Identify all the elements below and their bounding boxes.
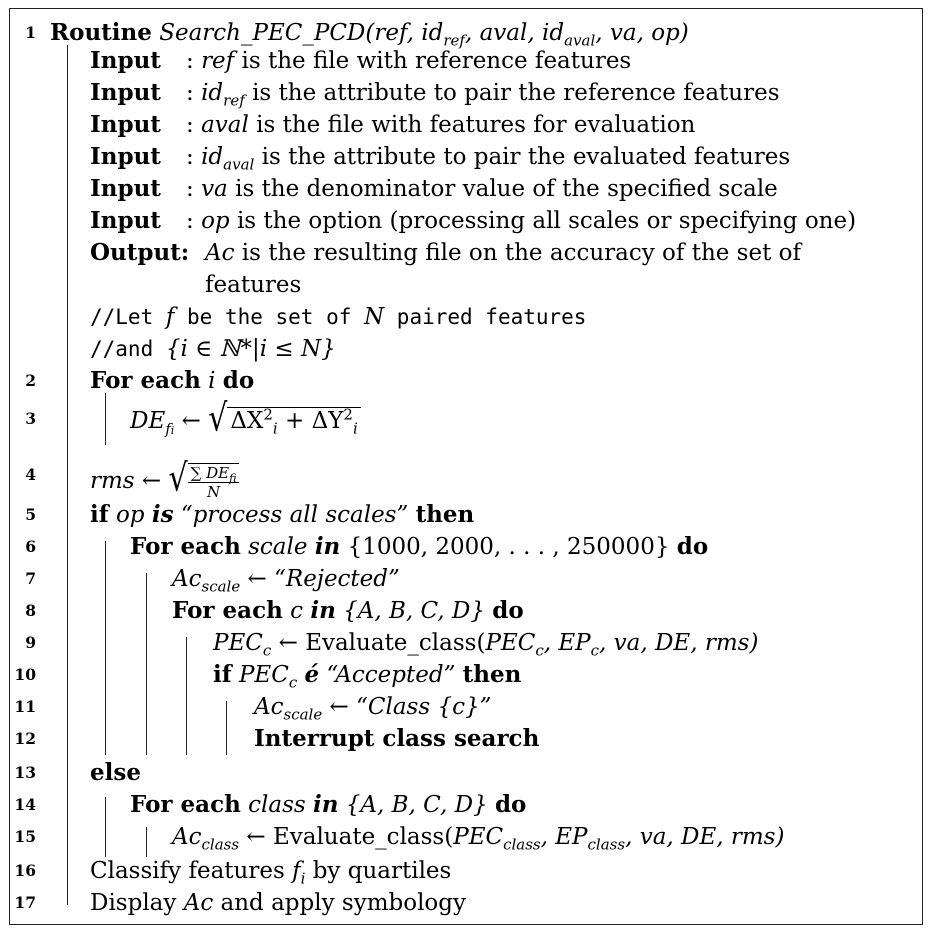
string-literal: “process all scales” [180,502,409,528]
math-var: PEC [213,630,263,656]
keyword-in: in [310,597,336,624]
math-var: Ac [172,824,202,850]
math-var: Ac [172,566,202,592]
statement-text: by quartiles [305,858,452,884]
line-5 [10,499,924,531]
output-desc: is the resulting file on the accuracy of the set of [234,240,802,266]
routine-name: Search_PEC_PCD [159,20,366,46]
keyword-if: if [213,661,232,688]
input-label: Input [90,47,161,74]
input-sub: ref [223,91,245,110]
routine-signature: (ref, id [365,20,444,46]
keyword-do: do [676,533,709,560]
set-literal: {A, B, C, D} [343,598,485,624]
input-var: op [201,208,230,234]
input-line [10,45,924,77]
fraction: $\frac{\sum DE_{fi}}{N}$ [188,463,240,501]
keyword-in: in [313,791,339,818]
input-line [10,141,924,173]
input-desc: is the attribute to pair the reference features [244,80,780,106]
comment-text: paired features [384,305,587,329]
loop-var: scale [248,534,308,560]
assign-arrow: ← [329,694,349,720]
output-label: Output: [90,239,190,266]
sep: : [186,144,202,170]
math-sub: scale [283,705,323,724]
line-number: 8 [25,601,36,620]
input-line [10,109,924,141]
algorithm-box [9,8,923,925]
sqrt-symbol: √ [168,456,188,501]
line-15 [10,821,924,853]
math-sub: class [587,835,626,854]
arg: , EP [540,824,588,850]
math-var: Ac [183,890,214,916]
keyword-is: is [151,501,174,528]
input-line [10,173,924,205]
function-name: Evaluate_class( [272,824,454,850]
line-8 [10,595,924,627]
statement-text: Classify features [90,858,293,884]
keyword-for-each: For each [130,533,241,560]
math-sub: class [201,835,240,854]
math-sub: c [288,673,298,692]
keyword-then: then [462,661,522,688]
comment-text: //Let [90,305,166,329]
output-desc-cont: features [205,272,302,298]
routine-signature: , aval, id [464,20,565,46]
comment-text: //and [90,337,166,361]
keyword-if: if [90,501,109,528]
input-desc: is the file with reference features [234,48,632,74]
keyword-do: do [222,367,255,394]
keyword-else: else [90,759,141,786]
routine-signature: , va, op) [595,20,689,46]
math-sub: c [535,641,544,660]
line-3 [10,396,924,441]
math-sub: fi [165,419,175,438]
keyword-e: é [304,661,320,688]
input-var: id [201,80,224,106]
loop-var: c [290,598,304,624]
math-var: f [292,858,301,884]
keyword-in: in [314,533,341,560]
line-number: 9 [25,633,36,652]
input-label: Input [90,207,161,234]
line-11 [10,691,924,723]
arg: , EP [543,630,591,656]
line-number: 6 [25,537,36,556]
sep: : [186,176,202,202]
sep: : [186,112,202,138]
line-number: 5 [25,505,36,524]
line-13 [10,757,924,789]
sep: : [186,80,202,106]
input-var: va [201,176,228,202]
sep: : [186,208,202,234]
arg: , va, DE, rms) [599,630,759,656]
line-number: 1 [25,23,36,42]
input-label: Input [90,175,161,202]
line-16 [10,855,924,887]
input-var: id [201,144,224,170]
line-number: 17 [14,893,36,912]
sep: : [186,48,202,74]
math-sub: c [590,641,600,660]
math-sub: scale [201,577,241,596]
line-14 [10,789,924,821]
line-number: 14 [14,795,36,814]
input-label: Input [90,143,161,170]
line-number: 12 [14,729,36,748]
input-desc: is the option (processing all scales or specifying one) [229,208,857,234]
comment-var: f [165,304,175,330]
sig-sub: aval [564,31,596,50]
input-line [10,77,924,109]
output-line [10,237,924,269]
line-10 [10,659,924,691]
input-sub: aval [223,155,255,174]
line-6 [10,531,924,563]
math-var: op [115,502,145,528]
input-var: aval [201,112,249,138]
arg: , va, DE, rms) [625,824,785,850]
math-var: DE [130,408,166,434]
comment-line-2 [10,333,924,365]
line-12 [10,723,924,755]
interrupt-statement: Interrupt class search [254,725,540,752]
keyword-do: do [494,791,527,818]
comment-text: be the set of [174,305,365,329]
sqrt-symbol: √ [208,396,228,441]
input-label: Input [90,111,161,138]
math-sub: i [300,869,306,888]
line-number: 16 [14,861,36,880]
line-2 [10,365,924,397]
comment-line-1 [10,301,924,333]
input-desc: is the file with features for evaluation [248,112,696,138]
line-number: 7 [25,569,36,588]
line-number: 13 [14,763,36,782]
statement-text: Display [90,890,184,916]
keyword-then: then [415,501,475,528]
arg: PEC [485,630,536,656]
string-literal: “Rejected” [274,566,400,592]
line-number: 11 [14,697,36,716]
sig-sub: ref [443,31,465,50]
math-sub: c [262,641,272,660]
keyword-for-each: For each [172,597,283,624]
assign-arrow: ← [181,408,201,434]
sqrt-body: $\Delta X^2_i + \Delta Y^2_i$ [227,407,360,434]
line-number: 4 [25,465,36,484]
assign-arrow: ← [141,468,162,494]
math-var: Ac [254,694,284,720]
set-literal: {1000, 2000, . . . , 250000} [347,534,670,560]
comment-math: {i ∈ ℕ*|i ≤ N} [165,336,336,362]
output-var: Ac [205,240,235,266]
line-number: 10 [14,665,36,684]
input-desc: is the attribute to pair the evaluated features [254,144,791,170]
string-literal: “Class {c}” [356,694,492,720]
input-line [10,205,924,237]
arg: PEC [453,824,504,850]
output-line-cont [10,269,924,301]
keyword-for-each: For each [130,791,241,818]
line-number: 3 [25,409,36,428]
line-4 [10,456,924,501]
assign-arrow: ← [278,630,298,656]
function-name: Evaluate_class( [305,630,486,656]
assign-arrow: ← [247,566,267,592]
set-literal: {A, B, C, D} [345,792,488,818]
line-17 [10,887,924,919]
math-var: PEC [238,662,289,688]
line-9 [10,627,924,659]
statement-text: and apply symbology [213,890,466,916]
input-var: ref [201,48,235,74]
loop-var: class [248,792,306,818]
line-number: 15 [14,827,36,846]
loop-var: i [208,368,216,394]
string-literal: “Accepted” [326,662,456,688]
input-desc: is the denominator value of the specified scale [227,176,778,202]
line-number: 2 [25,371,36,390]
math-sub: class [503,835,541,854]
routine-keyword: Routine [50,19,152,46]
math-var: rms [90,468,135,494]
input-label: Input [90,79,161,106]
assign-arrow: ← [246,824,266,850]
line-7 [10,563,924,595]
comment-var: N [364,304,385,330]
keyword-for-each: For each [90,367,201,394]
keyword-do: do [492,597,524,624]
